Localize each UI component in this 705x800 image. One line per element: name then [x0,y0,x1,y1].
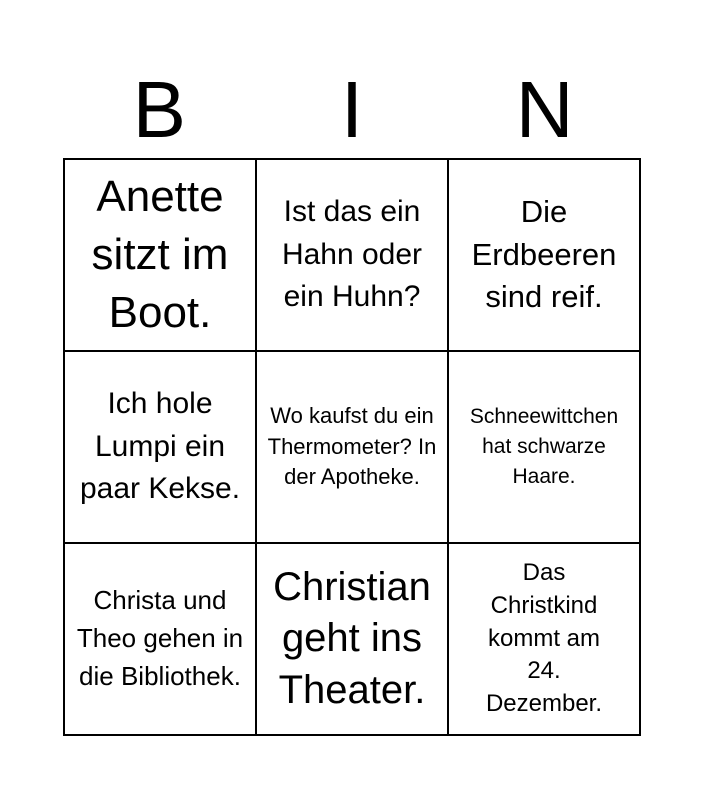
bingo-cell-3-3[interactable] [448,543,640,735]
bingo-cell-3-1[interactable] [64,543,256,735]
cell-text: Anette sitzt im Boot. [91,171,229,338]
cell-text: Christian geht ins Theater. [273,565,431,712]
header-letter-b: B [132,65,186,154]
bingo-cell-1-3[interactable] [448,159,640,351]
bingo-cell-2-1[interactable] [64,351,256,543]
header-letter-n: N [515,65,574,154]
cell-text: Schneewittchen hat schwarze Haare. [469,404,619,488]
cell-text: Christa und Theo gehen in die Bibliothek. [76,585,244,691]
bingo-cell-2-2[interactable] [256,351,448,543]
cell-text: Ich hole Lumpi ein paar Kekse. [79,386,241,506]
header-letter-i: I [340,65,364,154]
cell-text: Ist das ein Hahn oder ein Huhn? [281,194,423,314]
bingo-grid [63,158,641,736]
bingo-cell-1-1[interactable] [64,159,256,351]
bingo-cell-3-2[interactable] [256,543,448,735]
bingo-cell-1-2[interactable] [256,159,448,351]
cell-text: Das Christkind kommt am 24. Dezember. [485,559,603,717]
bingo-header [63,60,641,160]
cell-text: Die Erdbeeren sind reif. [471,193,617,315]
cell-text: Wo kaufst du ein Thermometer? In der Apotheke. [267,403,437,490]
bingo-cell-2-3[interactable] [448,351,640,543]
